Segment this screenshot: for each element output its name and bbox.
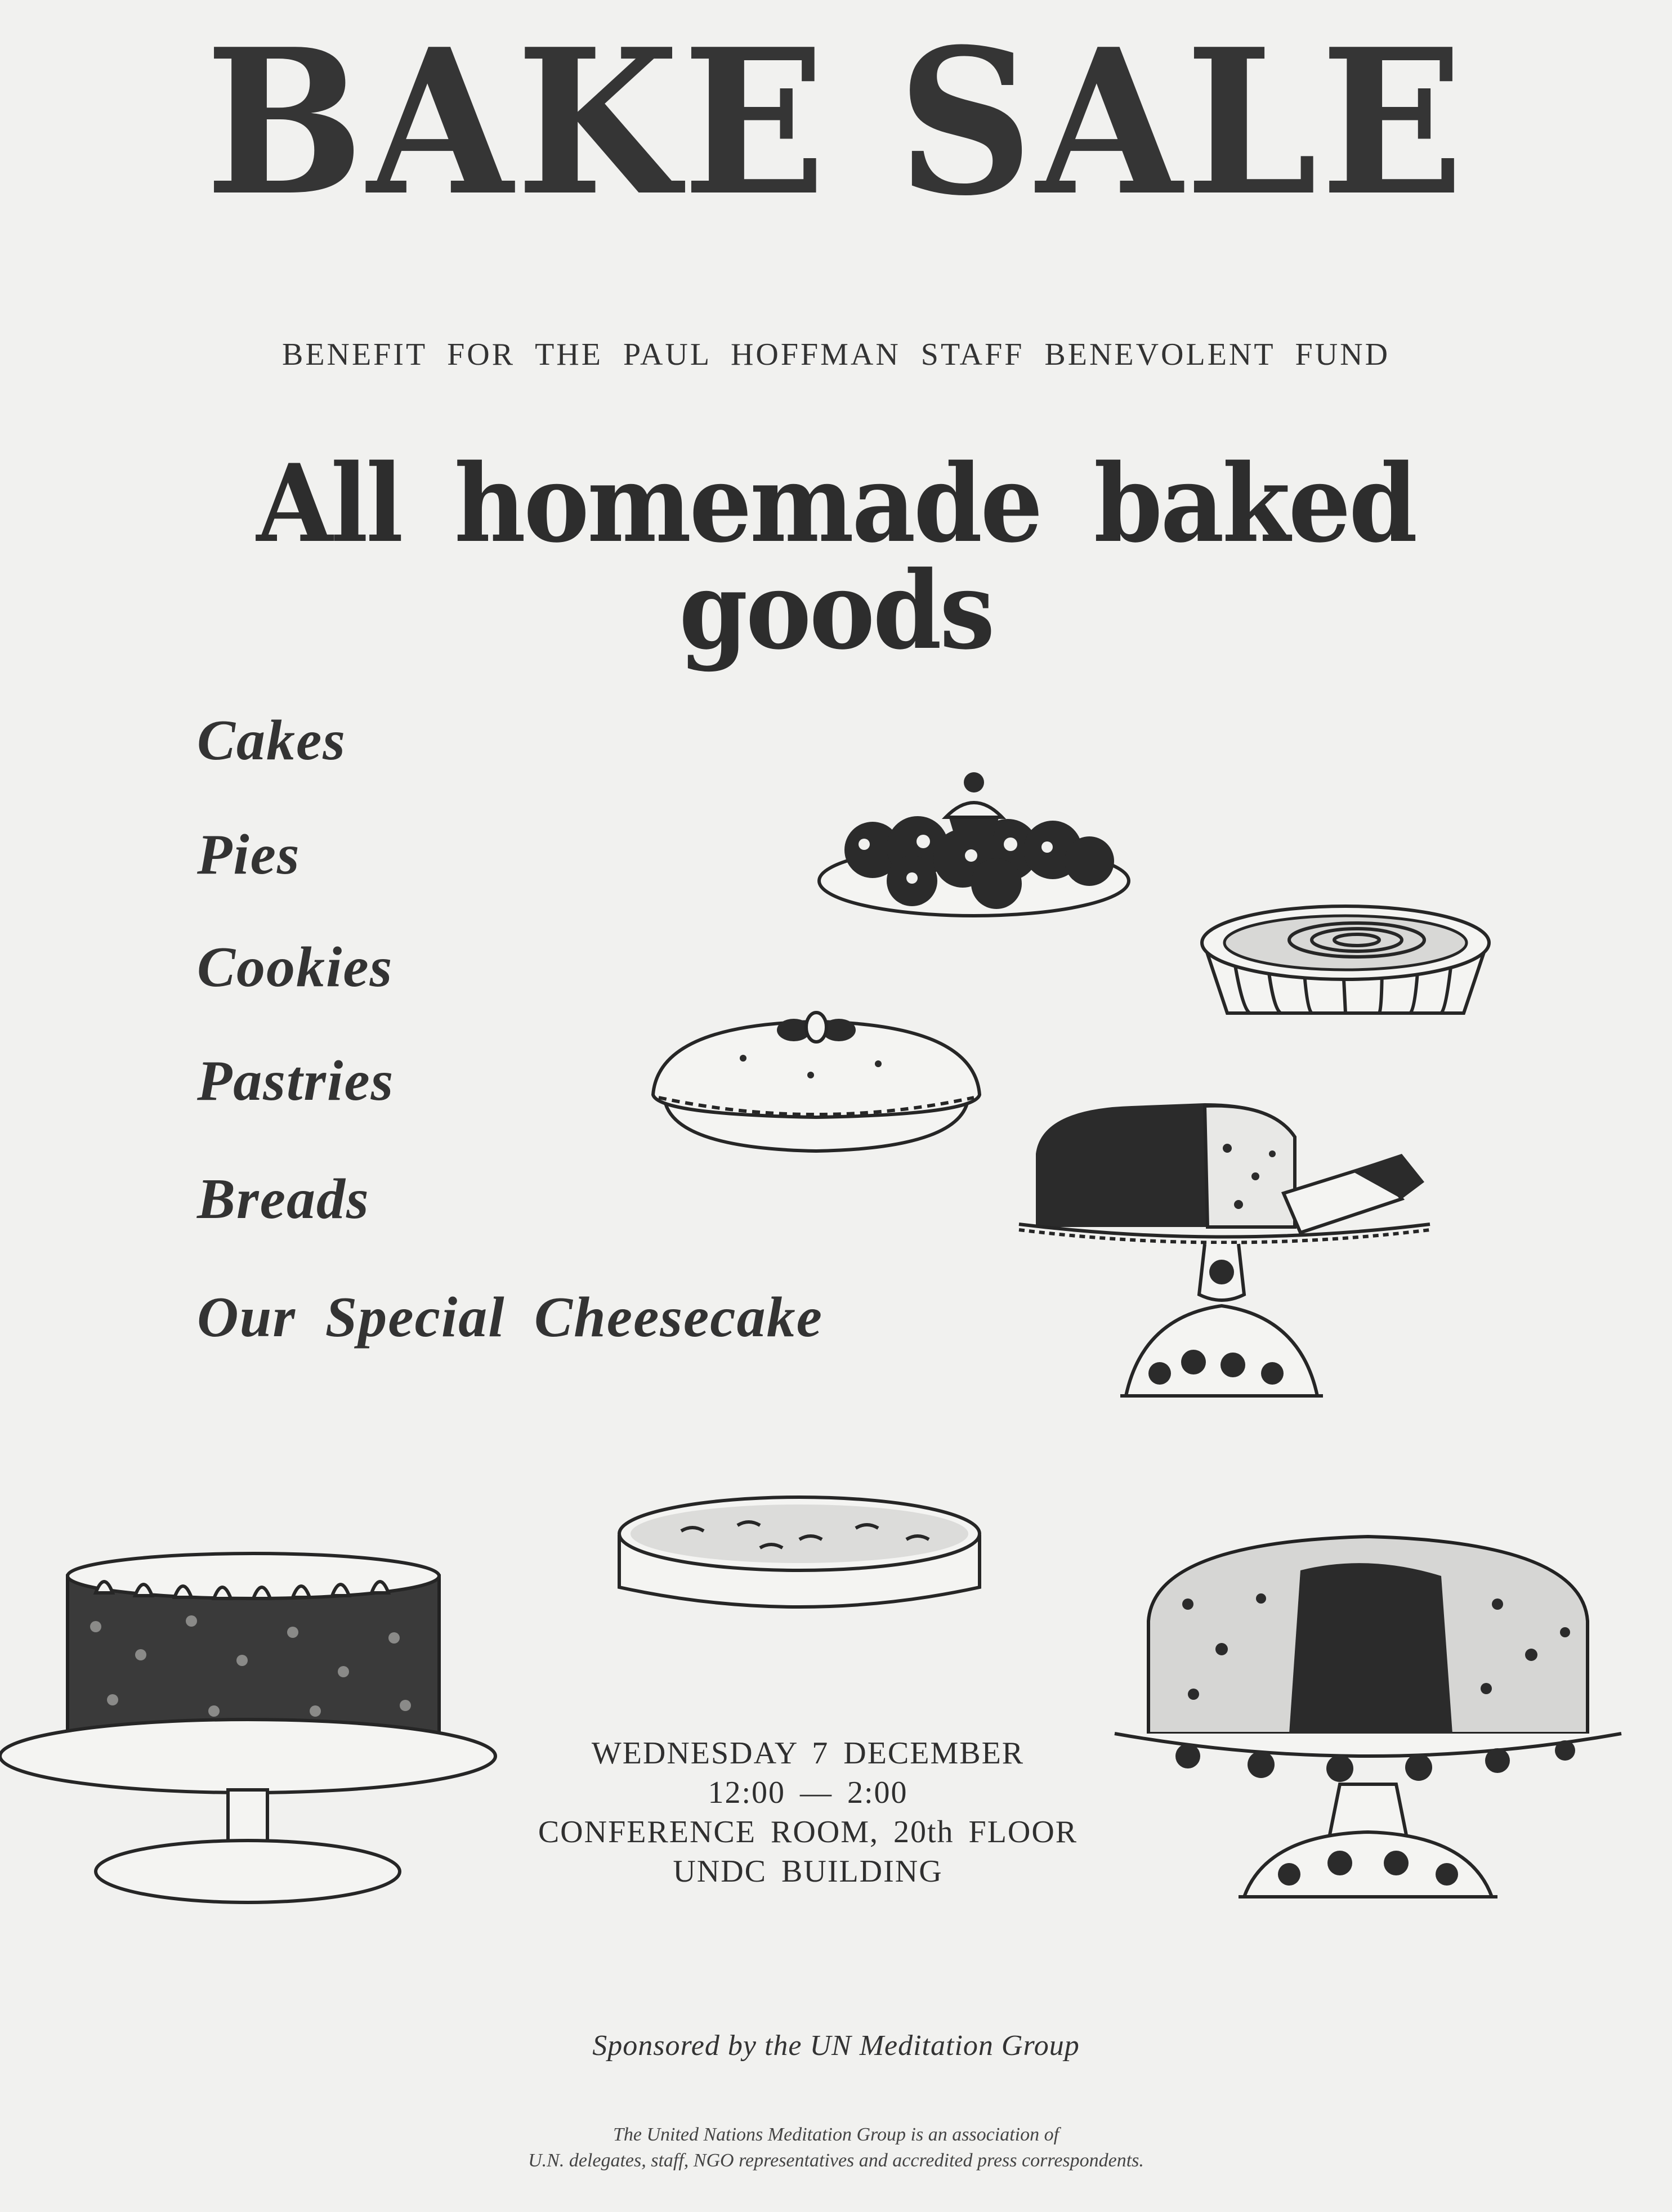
pie-illustration — [642, 996, 991, 1165]
footnote — [0, 2122, 1672, 2174]
fruit-cake-stand-illustration — [1103, 1508, 1633, 1914]
item-pastries: Pastries — [197, 1049, 395, 1113]
event-details — [484, 1734, 1132, 1891]
item-cookies: Cookies — [197, 935, 394, 999]
event-date: WEDNESDAY 7 DECEMBER — [591, 1736, 1025, 1771]
item-cheesecake: Our Special Cheesecake — [197, 1286, 823, 1349]
item-cakes: Cakes — [197, 709, 346, 772]
cookie-plate-illustration — [811, 765, 1137, 923]
frosted-cake-stand-illustration — [0, 1542, 473, 1908]
sponsor-line: Sponsored by the UN Meditation Group — [592, 2030, 1080, 2062]
item-breads: Breads — [197, 1167, 370, 1231]
footnote-line-2: U.N. delegates, staff, NGO representatives and accredited press correspondents. — [528, 2150, 1144, 2171]
benefit-line: BENEFIT FOR THE PAUL HOFFMAN STAFF BENEVOLENT FUND — [281, 337, 1391, 372]
item-pies: Pies — [197, 823, 301, 886]
footnote-line-1: The United Nations Meditation Group is an association of — [613, 2124, 1059, 2145]
event-building: UNDC BUILDING — [673, 1854, 943, 1889]
bread-loaf-stand-illustration — [1013, 1081, 1436, 1424]
event-room: CONFERENCE ROOM, 20th FLOOR — [538, 1815, 1078, 1850]
cheesecake-illustration — [614, 1486, 985, 1627]
headline: All homemade baked goods — [256, 441, 1416, 673]
tart-illustration — [1188, 895, 1503, 1041]
event-time: 12:00 — 2:00 — [708, 1775, 908, 1810]
poster-title: BAKE SALE — [205, 5, 1467, 240]
